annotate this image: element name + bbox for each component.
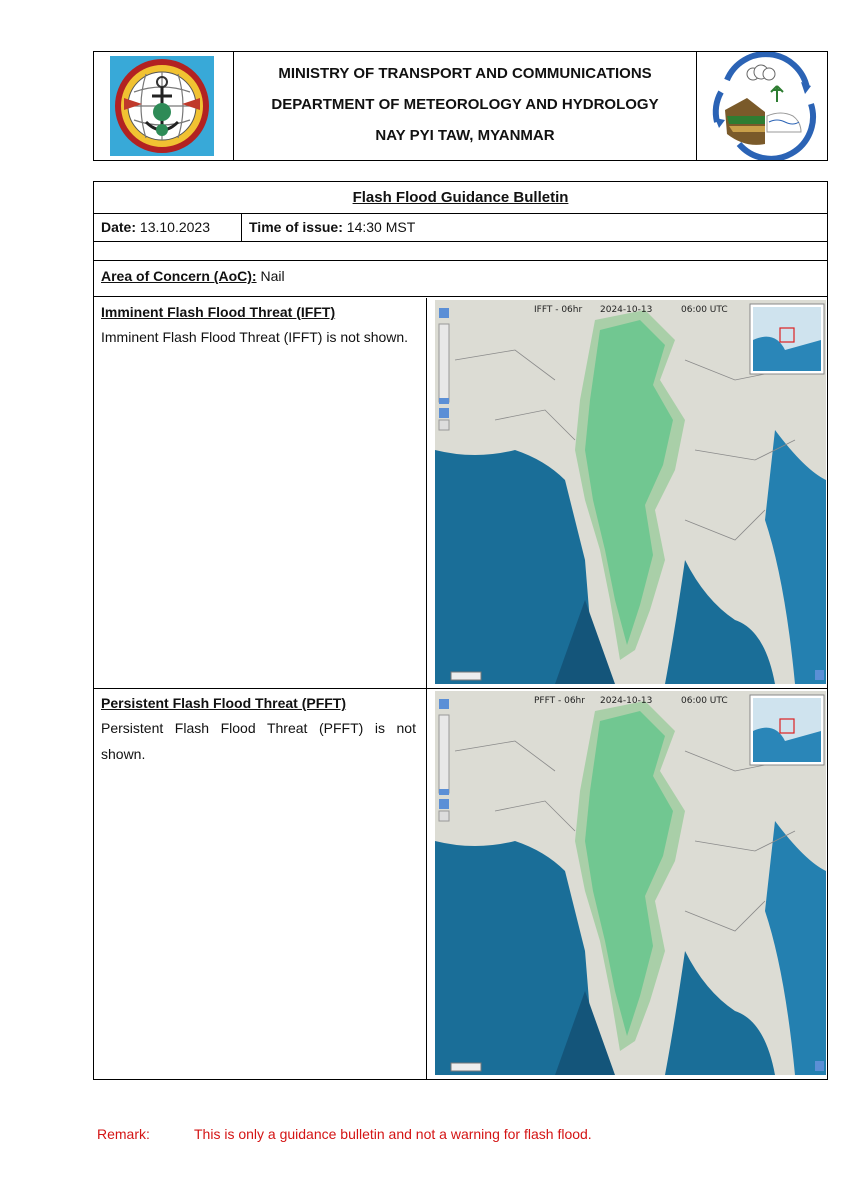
pfft-text-cell	[94, 689, 427, 1079]
pfft-section	[94, 689, 827, 1079]
ifft-section	[94, 298, 827, 689]
remark-text: This is only a guidance bulletin and not a warning for flash flood.	[194, 1126, 592, 1142]
date-value: 13.10.2023	[139, 219, 210, 235]
date-label: Date:	[101, 219, 137, 235]
department-name: DEPARTMENT OF METEOROLOGY AND HYDROLOGY	[271, 96, 659, 113]
time-cell	[242, 213, 827, 241]
area-of-concern-row	[94, 260, 827, 297]
date-row	[94, 213, 827, 242]
ifft-heading: Imminent Flash Flood Threat (IFFT)	[101, 304, 336, 320]
pfft-description: Persistent Flash Flood Threat (PFFT) is not shown.	[101, 720, 416, 762]
dmh-hydrology-logo	[697, 52, 827, 160]
ministry-logo-cell	[94, 52, 234, 160]
ifft-map-date: 2024-10-13	[600, 305, 653, 315]
pfft-map-title: PFFT - 06hr	[534, 696, 585, 706]
pfft-map-time: 06:00 UTC	[681, 696, 728, 706]
ifft-map-title: IFFT - 06hr	[534, 305, 583, 315]
bulletin-title: Flash Flood Guidance Bulletin	[94, 182, 827, 214]
pfft-map-date: 2024-10-13	[600, 696, 653, 706]
pfft-heading: Persistent Flash Flood Threat (PFFT)	[101, 695, 347, 711]
letterhead	[93, 51, 828, 161]
ifft-map-time: 06:00 UTC	[681, 305, 728, 315]
aoc-value: Nail	[260, 268, 285, 284]
location: NAY PYI TAW, MYANMAR	[375, 127, 555, 144]
remark-label: Remark:	[97, 1126, 150, 1142]
pfft-map-image	[435, 691, 826, 1075]
ministry-name: MINISTRY OF TRANSPORT AND COMMUNICATIONS	[278, 65, 652, 82]
pfft-map	[435, 691, 826, 1075]
aoc-label: Area of Concern (AoC):	[101, 268, 257, 284]
letterhead-text	[233, 52, 697, 160]
ifft-map	[435, 300, 826, 684]
date-cell	[94, 213, 242, 241]
ifft-map-image	[435, 300, 826, 684]
ifft-description: Imminent Flash Flood Threat (IFFT) is not shown.	[101, 329, 409, 345]
ministry-emblem-logo	[94, 52, 233, 160]
dmh-logo-cell	[696, 52, 827, 160]
ifft-text-cell	[94, 298, 427, 688]
time-value: 14:30 MST	[346, 219, 416, 235]
bulletin-table	[93, 181, 828, 1080]
time-label: Time of issue:	[249, 219, 343, 235]
